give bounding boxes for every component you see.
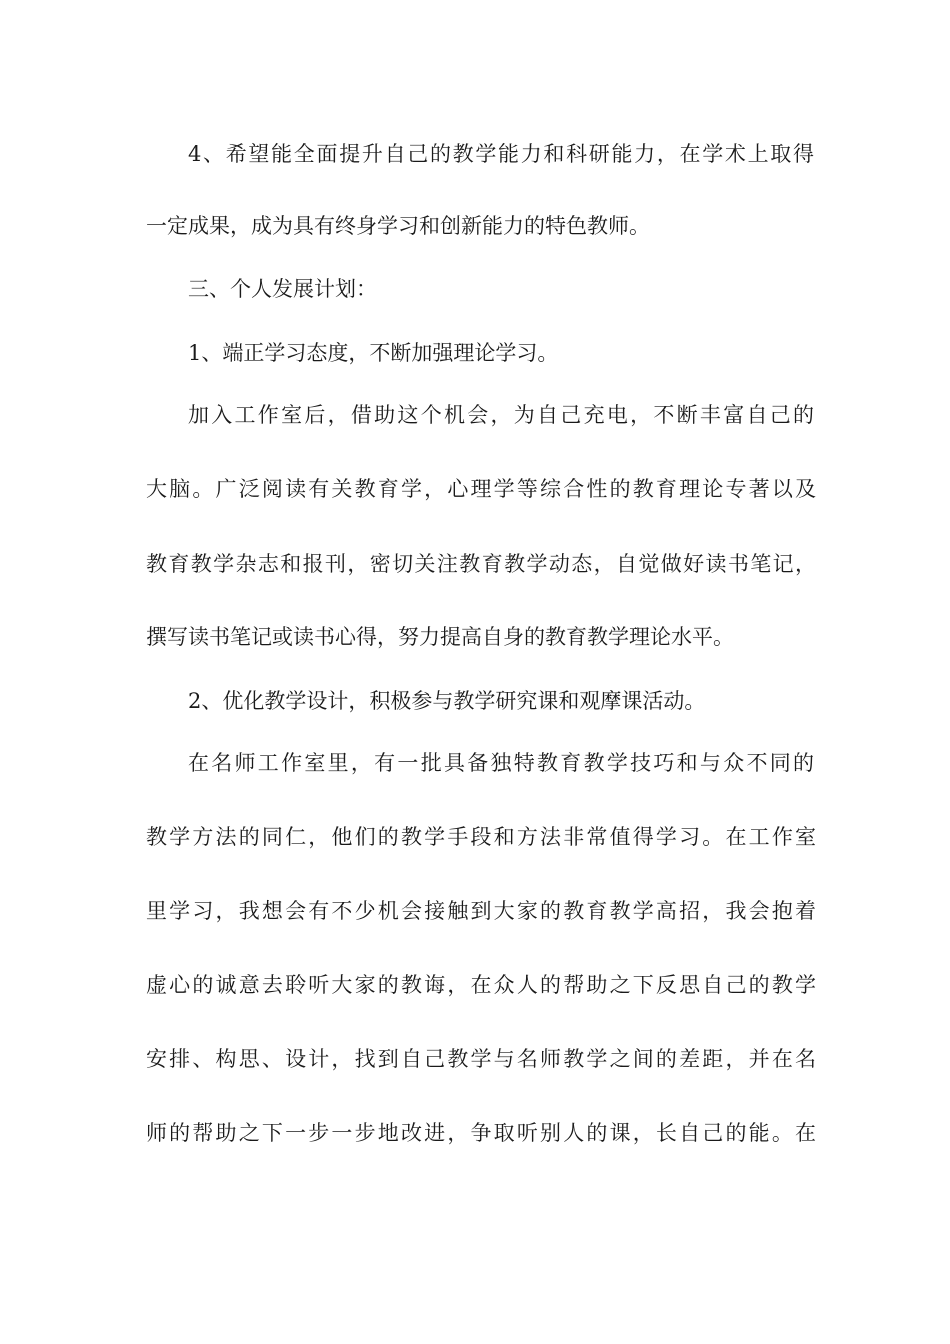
paragraph-line: 里学习，我想会有不少机会接触到大家的教育教学高招，我会抱着 [146, 899, 816, 923]
paragraph-line: 师的帮助之下一步一步地改进，争取听别人的课，长自己的能。在 [146, 1121, 816, 1145]
subsection-heading: 2、优化教学设计，积极参与教学研究课和观摩课活动。 [188, 689, 706, 713]
paragraph-line: 4、希望能全面提升自己的教学能力和科研能力，在学术上取得 [188, 142, 814, 166]
paragraph-line: 教学方法的同仁，他们的教学手段和方法非常值得学习。在工作室 [146, 825, 816, 849]
paragraph-line: 在名师工作室里，有一批具备独特教育教学技巧和与众不同的 [188, 751, 814, 775]
paragraph-line: 虚心的诚意去聆听大家的教诲，在众人的帮助之下反思自己的教学 [146, 973, 816, 997]
subsection-heading: 1、端正学习态度，不断加强理论学习。 [188, 341, 559, 365]
paragraph-line: 一定成果，成为具有终身学习和创新能力的特色教师。 [146, 214, 650, 238]
section-heading: 三、个人发展计划： [188, 277, 377, 301]
paragraph-line: 安排、构思、设计，找到自己教学与名师教学之间的差距，并在名 [146, 1047, 816, 1071]
paragraph-line: 教育教学杂志和报刊，密切关注教育教学动态，自觉做好读书笔记， [146, 552, 816, 576]
paragraph-line: 撰写读书笔记或读书心得，努力提高自身的教育教学理论水平。 [146, 625, 734, 649]
paragraph-line: 加入工作室后，借助这个机会，为自己充电，不断丰富自己的 [188, 403, 814, 427]
paragraph-line: 大脑。广泛阅读有关教育学，心理学等综合性的教育理论专著以及 [146, 477, 816, 501]
